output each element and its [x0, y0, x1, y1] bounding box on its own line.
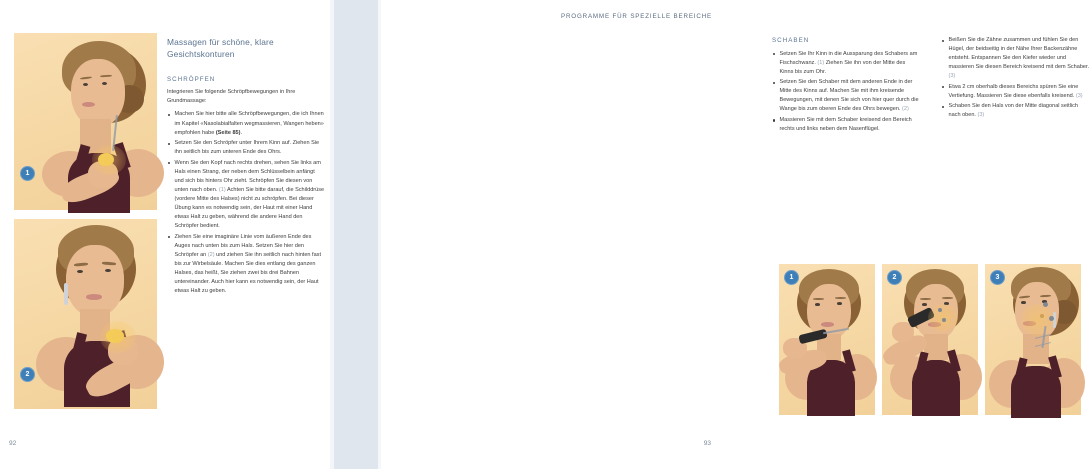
bullet-item — [941, 83, 1091, 101]
bullet-text: Wenn Sie den Kopf nach rechts drehen, sehen Sie links am Hals einen Strang, der neben dem Schlüsselbein anfängt und sich bis hinters Ohr zieht. Schröpfen Sie diesen von unten nach oben. — [174, 159, 321, 193]
bullet-text: Setzen Sie Ihr Kinn in die Aussparung des Schabers am Fischschwanz. — [779, 50, 918, 66]
bullet-item — [772, 78, 920, 114]
figure-reference: (3) — [948, 73, 956, 80]
figure-reference: (3) — [1075, 92, 1083, 99]
bullet-item — [772, 50, 920, 77]
left-page — [0, 0, 334, 469]
photo-badge: 2 — [20, 367, 35, 382]
section-intro: Integrieren Sie folgende Schröpfbewegungen in Ihre Grundmassage: — [167, 89, 296, 105]
chapter-title: Massagen für schöne, klare Gesichtskonturen — [167, 37, 274, 60]
text-column-schaben-continued — [941, 36, 1091, 122]
figure-reference: (1) — [817, 59, 825, 66]
photo-badge: 1 — [20, 166, 35, 181]
bullet-text: Machen Sie hier bitte alle Schröpfbewegungen, die ich Ihnen im Kapitel «Nasolabialfalten wegmassieren, Wangen heben» empfohlen habe — [174, 111, 324, 136]
bullet-item — [167, 139, 325, 157]
section-heading-schroepfen: SCHRÖPFEN — [167, 75, 216, 83]
figure-illustration — [985, 264, 1081, 415]
photo-badge: 2 — [887, 270, 902, 285]
figure-reference: (2) — [207, 251, 215, 258]
bullet-text: und ziehen Sie ihn seitlich nach hinten fast bis zur Wirbelsäule. Machen Sie dies entlang des ganzen Halses, das heißt, Sie ziehen zwei bis drei Bahnen untereinander. Auch hier kann es notwendig sein, der Haut etwas Halt zu geben. — [174, 251, 321, 294]
figure-reference: (2) — [902, 106, 909, 113]
bullet-item — [167, 110, 325, 137]
folio-right: 93 — [703, 440, 711, 447]
bullet-text: Massieren Sie mit dem Schaber kreisend den Bereich rechts und links neben dem Nasenflügel. — [779, 116, 912, 132]
bullet-item — [941, 102, 1091, 120]
bullet-text: Setzen Sie den Schröpfer unter Ihrem Kinn auf. Ziehen Sie ihn seitlich bis zum unteren Ende des Ohrs. — [174, 140, 320, 156]
bullet-item — [772, 116, 920, 134]
page-reference: (Seite 85) — [215, 129, 241, 136]
bullet-item — [941, 36, 1091, 81]
figure-reference: (3) — [977, 112, 985, 119]
figure-reference: (1) — [218, 186, 226, 193]
bullet-item — [167, 159, 325, 231]
figure-illustration — [882, 264, 978, 415]
running-head: PROGRAMME FÜR SPEZIELLE BEREICHE — [561, 13, 712, 20]
section-heading-schaben: SCHABEN — [772, 37, 810, 44]
bullet-text: Ziehen Sie eine imaginäre Linie vom äußeren Ende des Auges nach unten bis zum Hals. Setzen Sie hier den Schröpfer an — [174, 233, 312, 258]
photo-left-step-1 — [14, 33, 157, 210]
bullet-text: Ziehen Sie ihn von der Mitte des Kinns bis zum Ohr. — [779, 59, 906, 75]
right-page — [381, 0, 1090, 469]
figure-illustration — [14, 219, 157, 409]
text-column-schroepfen — [167, 36, 325, 297]
bullet-list-schroepfen — [167, 110, 325, 295]
bullet-text: Etwa 2 cm oberhalb dieses Bereichs spüren Sie eine Vertiefung. Massieren Sie diese ebenfalls kreisend. — [948, 83, 1079, 99]
bullet-text: . — [240, 129, 243, 136]
bullet-text: Beißen Sie die Zähne zusammen und fühlen Sie den Hügel, der beidseitig in der Nähe Ihrer Backenzähne entsteht. Entspannen Sie den Kiefer wieder und massieren Sie diesen Bereich kreisend mit dem Schaber. — [948, 37, 1090, 71]
folio-left: 92 — [9, 440, 17, 447]
bullet-list-schaben — [772, 50, 920, 134]
text-column-schaben — [772, 36, 920, 135]
bullet-list-schaben-continued — [941, 36, 1091, 120]
spine-gutter — [334, 0, 378, 469]
photo-right-step-3 — [985, 264, 1081, 415]
figure-illustration — [14, 33, 157, 210]
bullet-text: Setzen Sie den Schaber mit dem anderen Ende in der Mitte des Kinns auf. Machen Sie mit ihm kreisende Bewegungen, mit denen Sie sich von hier quer durch die Wange bis zum oberen Ende des Ohrs bewegen. — [779, 79, 919, 113]
bullet-text: Schaben Sie den Hals von der Mitte diagonal seitlich nach oben. — [948, 103, 1079, 119]
figure-illustration — [779, 264, 875, 415]
photo-badge: 3 — [990, 270, 1005, 285]
photo-right-step-1 — [779, 264, 875, 415]
photo-badge: 1 — [784, 270, 799, 285]
bullet-item — [167, 233, 325, 296]
photo-right-step-2 — [882, 264, 978, 415]
bullet-text: Achten Sie bitte darauf, die Schilddrüse (vordere Mitte des Halses) nicht zu schröpfen. Bei dieser Übung kann es notwendig sein, der Haut mit einer Hand etwas Halt zu geben, während die andere Hand den Schröpfer bedient. — [174, 186, 325, 230]
photo-left-step-2 — [14, 219, 157, 409]
